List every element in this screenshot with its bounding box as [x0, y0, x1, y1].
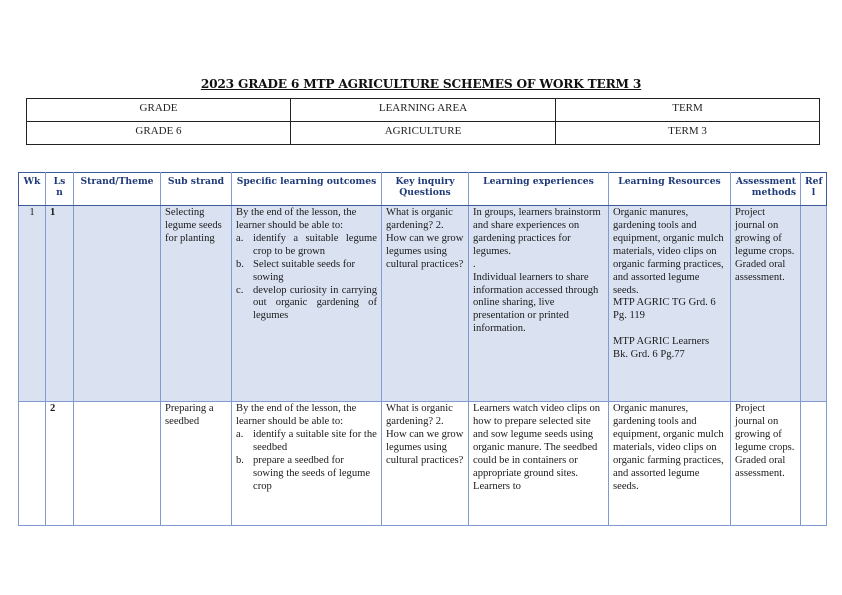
col-strand: Strand/Theme: [74, 173, 161, 206]
outcome-item: a. identify a suitable legume crop to be grown: [236, 232, 377, 257]
outcome-item: c. develop curiosity in carrying out organic gardening of legumes: [236, 284, 377, 322]
lesson-cell: 1: [46, 206, 74, 402]
col-wk: Wk: [19, 173, 46, 206]
outcomes-cell: [232, 206, 382, 402]
outcomes-list: [236, 429, 377, 494]
strand-cell: [74, 402, 161, 526]
table-row: [19, 206, 827, 402]
table-header-row: [19, 173, 827, 206]
sub-strand-cell: Preparing a seedbed: [161, 402, 232, 526]
outcomes-intro: By the end of the lesson, the learner should be able to:: [236, 207, 357, 231]
col-lsn: Ls n: [46, 173, 74, 206]
ref-cell: [801, 402, 827, 526]
outcome-item: a. identify a suitable site for the seedbed: [236, 428, 377, 453]
assessment-cell: Project journal on growing of legume crops. Graded oral assessment.: [731, 206, 801, 402]
lesson-cell: 2: [46, 402, 74, 526]
experiences-cell: In groups, learners brainstorm and share experiences on gardening practices for legumes. . Individual learners to share information accessed through online sharing, live presentation or printed information.: [469, 206, 609, 402]
learning-area-header: LEARNING AREA: [291, 99, 556, 122]
sub-strand-cell: Selecting legume seeds for planting: [161, 206, 232, 402]
grade-area-term-table: [26, 98, 820, 145]
learning-area-value: AGRICULTURE: [291, 122, 556, 145]
col-ref: Ref l: [801, 173, 827, 206]
assessment-cell: Project journal on growing of legume crops. Graded oral assessment.: [731, 402, 801, 526]
strand-cell: [74, 206, 161, 402]
ref-cell: [801, 206, 827, 402]
resources-cell: Organic manures, gardening tools and equipment, organic mulch materials, video clips on organic farming practices, and assorted legume seeds. MTP AGRIC TG Grd. 6 Pg. 119 MTP AGRIC Learners Bk. Grd. 6 Pg.77: [609, 206, 731, 402]
col-resources: Learning Resources: [609, 173, 731, 206]
resources-cell: Organic manures, gardening tools and equipment, organic mulch materials, video clips on organic farming practices, and assorted legume seeds.: [609, 402, 731, 526]
col-inquiry: Key inquiry Questions: [382, 173, 469, 206]
inquiry-cell: What is organic gardening? 2. How can we grow legumes using cultural practices?: [382, 402, 469, 526]
outcome-item: b. prepare a seedbed for sowing the seeds of legume crop: [236, 454, 371, 492]
term-value: TERM 3: [556, 122, 820, 145]
outcomes-cell: [232, 402, 382, 526]
col-sub-strand: Sub strand: [161, 173, 232, 206]
outcomes-list: [236, 233, 377, 323]
grade-value: GRADE 6: [27, 122, 291, 145]
col-experiences: Learning experiences: [469, 173, 609, 206]
experiences-cell: Learners watch video clips on how to prepare selected site and sow legume seeds using organic manure. The seedbed could be in containers or appropriate ground sites. Learners to: [469, 402, 609, 526]
outcomes-intro: By the end of the lesson, the learner should be able to:: [236, 403, 357, 427]
term-header: TERM: [556, 99, 820, 122]
meta-header-row: [27, 99, 820, 122]
inquiry-cell: What is organic gardening? 2. How can we grow legumes using cultural practices?: [382, 206, 469, 402]
document-title: 2023 GRADE 6 MTP AGRICULTURE SCHEMES OF WORK TERM 3: [200, 77, 642, 91]
outcome-item: b. Select suitable seeds for sowing: [236, 258, 356, 283]
meta-value-row: [27, 122, 820, 145]
scheme-of-work-table: [18, 172, 827, 526]
col-outcomes: Specific learning outcomes: [232, 173, 382, 206]
grade-header: GRADE: [27, 99, 291, 122]
table-row: [19, 402, 827, 526]
col-assessment: Assessment methods: [731, 173, 801, 206]
week-cell: [19, 402, 46, 526]
week-cell: 1: [19, 206, 46, 402]
